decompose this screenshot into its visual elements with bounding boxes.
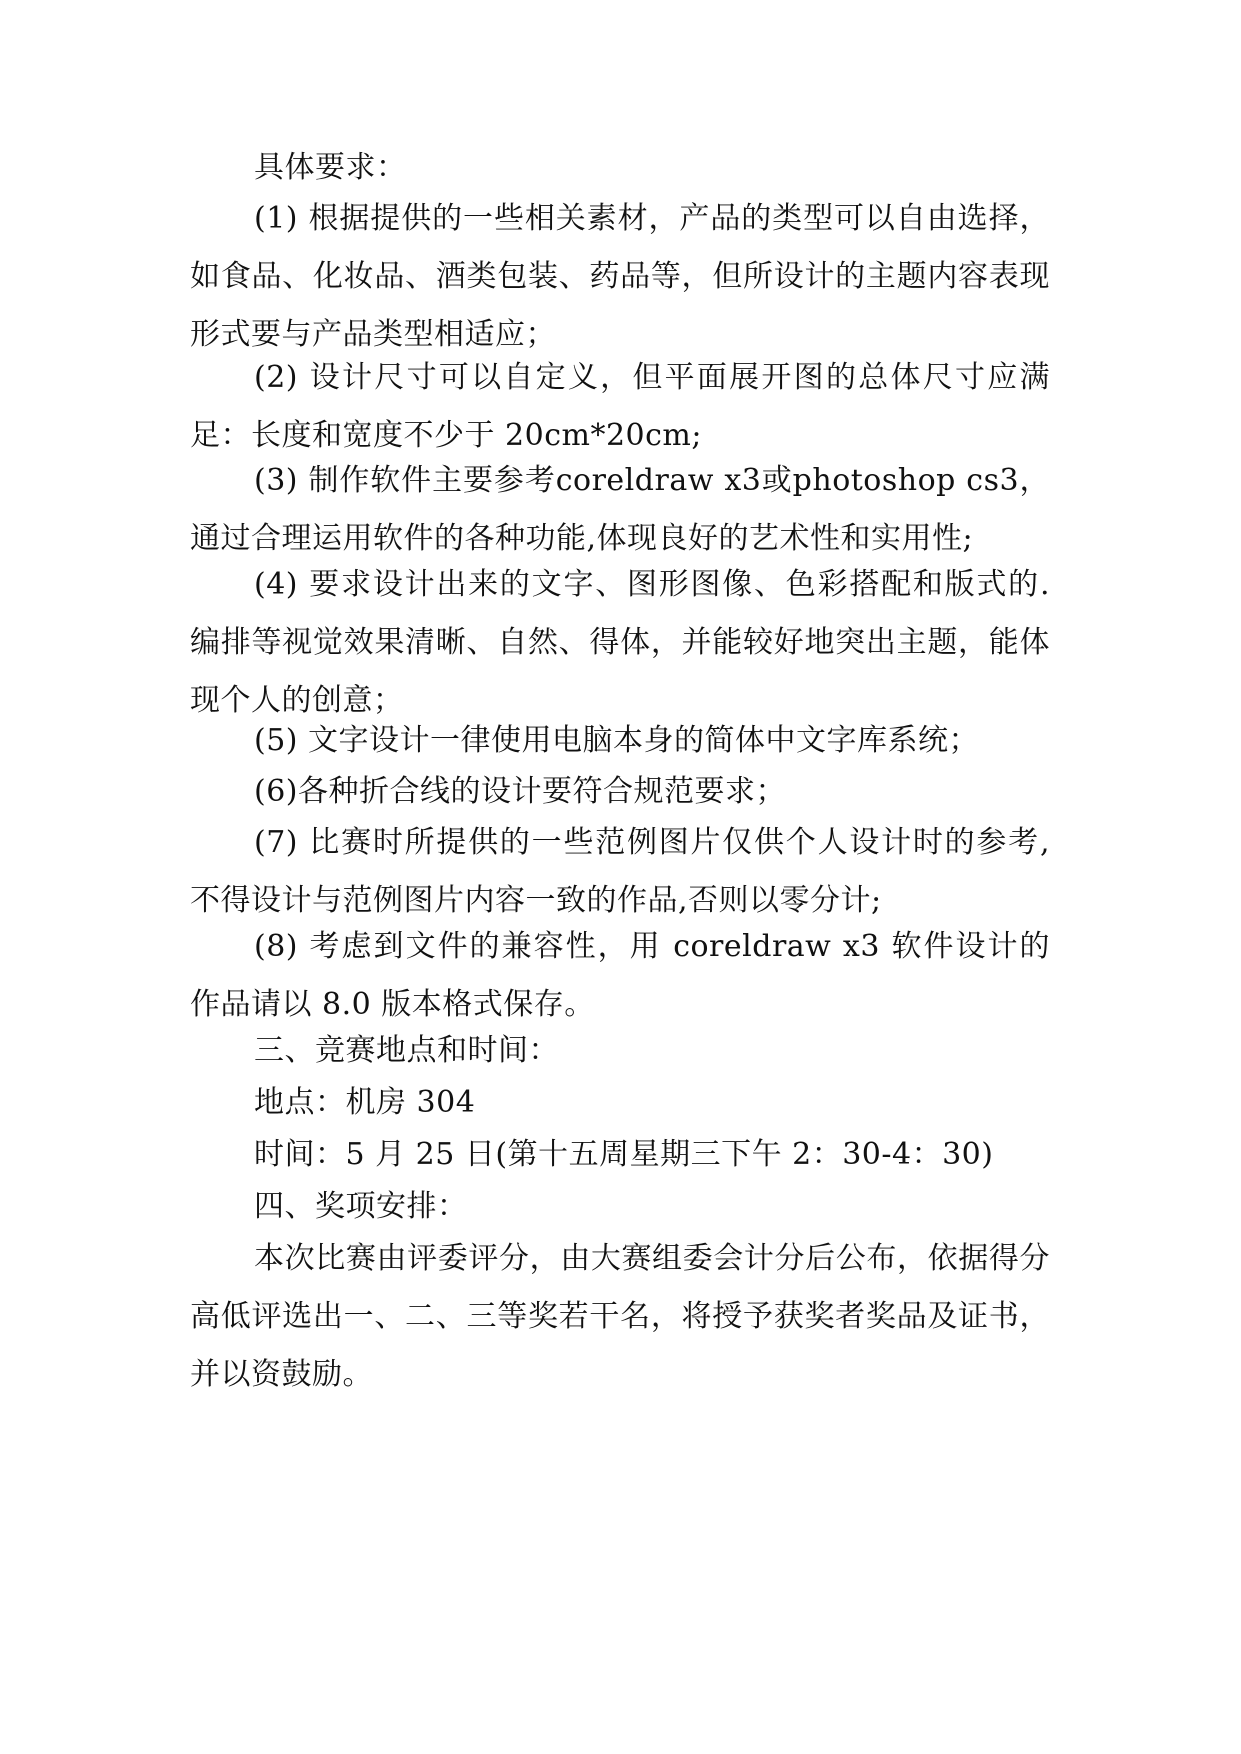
paragraph-item-2: (2) 设计尺寸可以自定义，但平面展开图的总体尺寸应满足：长度和宽度不少于 20cm*20cm; <box>190 360 1050 453</box>
paragraph-requirements-heading: 具体要求： <box>254 150 407 185</box>
paragraph-item-1: (1) 根据提供的一些相关素材，产品的类型可以自由选择，如食品、化妆品、酒类包装、药品等，但所设计的主题内容表现形式要与产品类型相适应； <box>190 201 1050 352</box>
paragraph-awards: 本次比赛由评委评分，由大赛组委会计分后公布，依据得分高低评选出一、二、三等奖若干名，将授予获奖者奖品及证书，并以资鼓励。 <box>190 1241 1050 1392</box>
paragraph-item-5: (5) 文字设计一律使用电脑本身的简体中文字库系统； <box>254 723 980 758</box>
section-heading-venue-time: 三、竞赛地点和时间： <box>254 1033 559 1068</box>
paragraph-item-7: (7) 比赛时所提供的一些范例图片仅供个人设计时的参考,不得设计与范例图片内容一致的作品,否则以零分计; <box>190 825 1050 918</box>
paragraph-item-4: (4) 要求设计出来的文字、图形图像、色彩搭配和版式的.编排等视觉效果清晰、自然、得体，并能较好地突出主题，能体现个人的创意； <box>190 567 1050 718</box>
paragraph-item-3: (3) 制作软件主要参考coreldraw x3或photoshop cs3，通过合理运用软件的各种功能,体现良好的艺术性和实用性; <box>190 463 1050 556</box>
paragraph-item-6: (6)各种折合线的设计要符合规范要求； <box>254 774 786 809</box>
venue-line: 地点：机房 304 <box>254 1085 476 1120</box>
time-line: 时间：5 月 25 日(第十五周星期三下午 2：30-4：30) <box>254 1137 994 1172</box>
paragraph-item-8: (8) 考虑到文件的兼容性，用 coreldraw x3 软件设计的作品请以 8.0 版本格式保存。 <box>190 929 1050 1022</box>
section-heading-awards: 四、奖项安排： <box>254 1189 468 1224</box>
